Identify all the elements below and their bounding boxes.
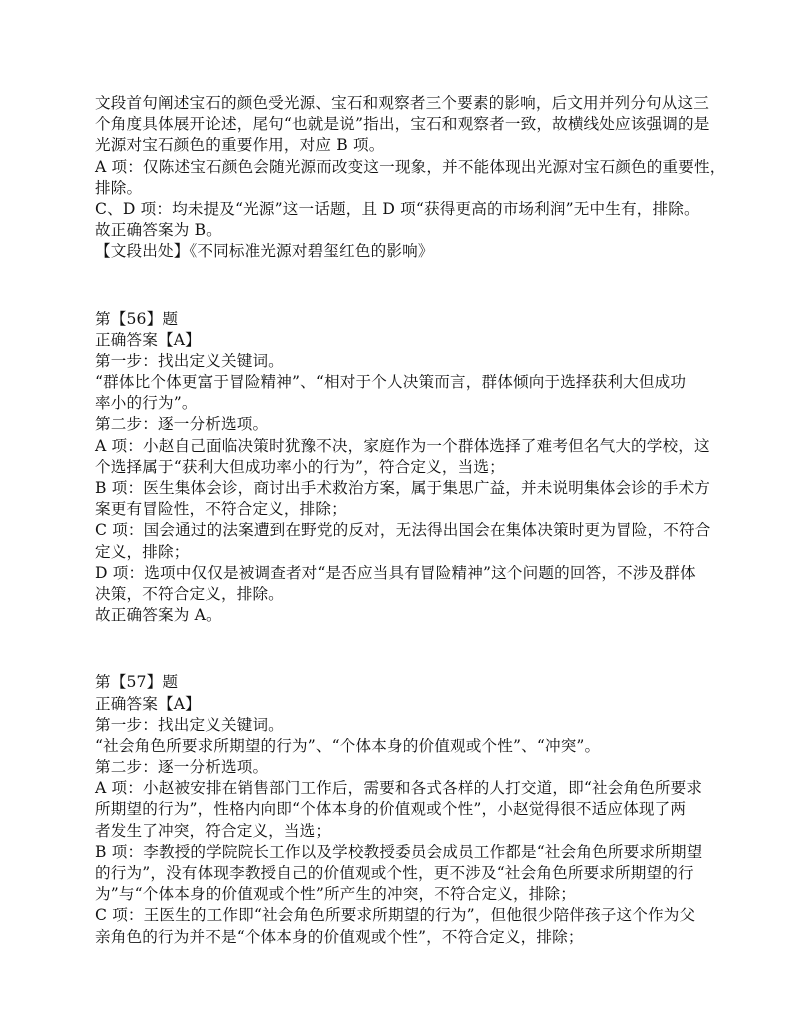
source-citation: 【文段出处】《不同标准光源对碧玺红色的影响》 bbox=[95, 242, 434, 261]
option-analysis-line: A 项：小赵被安排在销售部门工作后，需要和各式各样的人打交道，即“社会角色所要求 bbox=[95, 779, 703, 798]
correct-answer: 正确答案【A】 bbox=[95, 330, 201, 349]
option-analysis-line: 个选择属于“获利大但成功率小的行为”，符合定义，当选； bbox=[95, 457, 505, 476]
paragraph-line: 个角度具体展开论述，尾句“也就是说”指出，宝石和观察者一致，故横线处应该强调的是 bbox=[95, 115, 710, 134]
step-heading: 第二步：逐一分析选项。 bbox=[95, 758, 269, 777]
final-answer: 故正确答案为 A。 bbox=[95, 606, 222, 625]
intro-analysis-block bbox=[95, 93, 726, 263]
option-analysis-line: C 项：王医生的工作即“社会角色所要求所期望的行为”，但他很少陪伴孩子这个作为父 bbox=[95, 906, 696, 925]
paragraph-line: “社会角色所要求所期望的行为”、“个体本身的价值观或个性”、“冲突”。 bbox=[95, 736, 601, 755]
paragraph-line: 排除。 bbox=[95, 178, 143, 197]
paragraph-line: 光源对宝石颜色的重要作用，对应 B 项。 bbox=[95, 136, 385, 155]
step-heading: 第一步：找出定义关键词。 bbox=[95, 715, 284, 734]
section-spacer bbox=[95, 263, 715, 309]
section-spacer bbox=[95, 626, 715, 672]
paragraph-line: 率小的行为”。 bbox=[95, 394, 198, 413]
option-analysis-line: 为”与“个体本身的价值观或个性”所产生的冲突，不符合定义，排除； bbox=[95, 885, 576, 904]
paragraph-line: 文段首句阐述宝石的颜色受光源、宝石和观察者三个要素的影响，后文用并列分句从这三 bbox=[95, 94, 710, 112]
step-heading: 第二步：逐一分析选项。 bbox=[95, 415, 269, 434]
option-analysis-line: 案更有冒险性，不符合定义，排除； bbox=[95, 500, 347, 519]
question-number: 第【56】题 bbox=[95, 309, 179, 328]
correct-answer: 正确答案【A】 bbox=[95, 694, 201, 713]
paragraph-line: C、D 项：均未提及“光源”这一话题，且 D 项“获得更高的市场利润”无中生有，排除。 bbox=[95, 199, 700, 218]
question-56-block bbox=[95, 309, 715, 627]
option-analysis-line: 所期望的行为”，性格内向即“个体本身的价值观或个性”，小赵觉得很不适应体现了两 bbox=[95, 800, 687, 819]
option-analysis-line: 决策，不符合定义，排除。 bbox=[95, 584, 284, 603]
step-heading: 第一步：找出定义关键词。 bbox=[95, 351, 284, 370]
option-analysis-line: B 项：医生集体会诊，商讨出手术救治方案，属于集思广益，并未说明集体会诊的手术方 bbox=[95, 479, 710, 497]
option-analysis-line: 者发生了冲突，符合定义，当选； bbox=[95, 821, 332, 840]
option-analysis-line: C 项：国会通过的法案遭到在野党的反对，无法得出国会在集体决策时更为冒险，不符合 bbox=[95, 521, 711, 540]
paragraph-line: 故正确答案为 B。 bbox=[95, 221, 222, 240]
option-analysis-line: A 项：小赵自己面临决策时犹豫不决，家庭作为一个群体选择了难考但名气大的学校，这 bbox=[95, 436, 710, 455]
paragraph-line: “群体比个体更富于冒险精神”、“相对于个人决策而言，群体倾向于选择获利大但成功 bbox=[95, 373, 687, 392]
document-page bbox=[95, 93, 726, 948]
question-number: 第【57】题 bbox=[95, 673, 179, 692]
option-analysis-line: 亲角色的行为并不是“个体本身的价值观或个性”，不符合定义，排除； bbox=[95, 927, 584, 946]
paragraph-line: A 项：仅陈述宝石颜色会随光源而改变这一现象，并不能体现出光源对宝石颜色的重要性， bbox=[95, 157, 726, 176]
option-analysis-line: D 项：选项中仅仅是被调查者对“是否应当具有冒险精神”这个问题的回答，不涉及群体 bbox=[95, 563, 696, 582]
option-analysis-line: B 项：李教授的学院院长工作以及学校教授委员会成员工作都是“社会角色所要求所期望 bbox=[95, 842, 703, 861]
option-analysis-line: 定义，排除； bbox=[95, 542, 190, 561]
option-analysis-line: 的行为”，没有体现李教授自己的价值观或个性，更不涉及“社会角色所要求所期望的行 bbox=[95, 864, 694, 882]
question-57-block bbox=[95, 672, 715, 947]
